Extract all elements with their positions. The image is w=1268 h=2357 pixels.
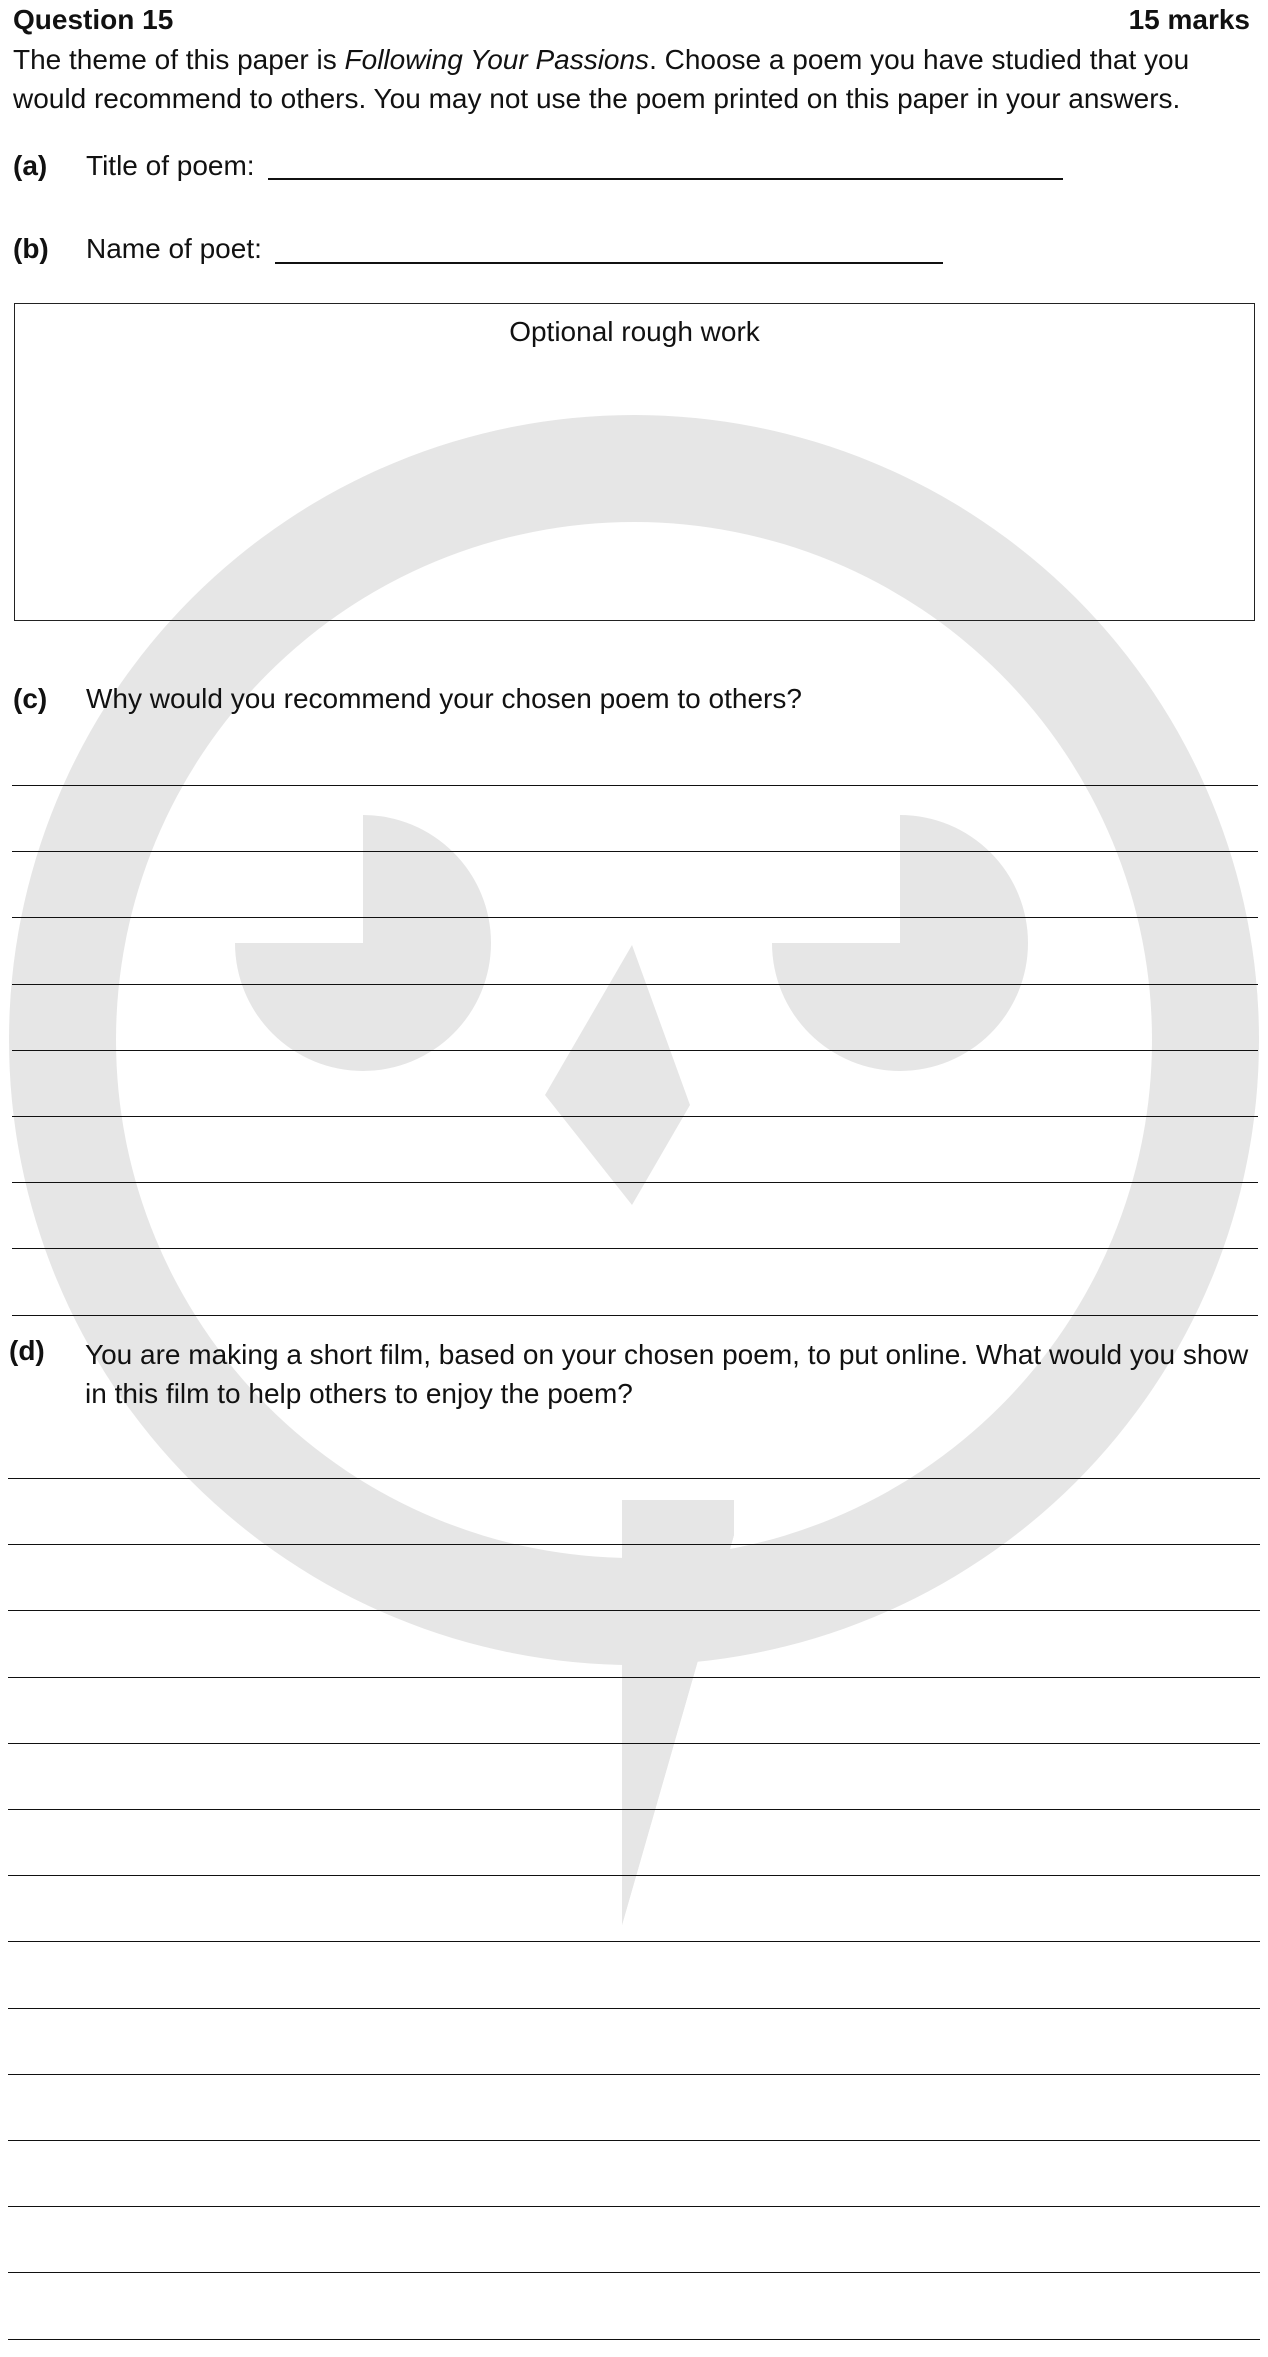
intro-after: . Choose a poem you have studied that you would recommend to others. You may not use the poem printed on this paper in your answers. (13, 44, 1190, 114)
name-of-poet-field[interactable] (275, 262, 943, 264)
part-c-answer-line[interactable] (12, 1116, 1258, 1117)
part-a-label: (a) (13, 150, 48, 181)
question-intro (13, 40, 1253, 118)
part-a-text: Title of poem: (86, 150, 255, 181)
part-d-answer-line[interactable] (8, 2140, 1260, 2141)
part-d-label: (d) (9, 1335, 45, 1366)
part-d-answer-line[interactable] (8, 1610, 1260, 1611)
part-c-answer-line[interactable] (12, 1050, 1258, 1051)
part-c-answer-line[interactable] (12, 984, 1258, 985)
part-d-answer-line[interactable] (8, 1809, 1260, 1810)
rough-work-box[interactable] (14, 303, 1255, 621)
part-b-label: (b) (13, 233, 49, 264)
part-d-answer-line[interactable] (8, 1677, 1260, 1678)
part-d-answer-line[interactable] (8, 1544, 1260, 1545)
part-d-answer-line[interactable] (8, 1743, 1260, 1744)
part-d-answer-line[interactable] (8, 1875, 1260, 1876)
part-c-answer-line[interactable] (12, 1248, 1258, 1249)
part-c-text: Why would you recommend your chosen poem to others? (86, 683, 802, 714)
part-c-answer-line[interactable] (12, 1315, 1258, 1316)
title-of-poem-field[interactable] (268, 178, 1063, 180)
marks-label: 15 marks (1128, 4, 1250, 35)
part-d-answer-line[interactable] (8, 1941, 1260, 1942)
intro-before: The theme of this paper is (13, 44, 345, 75)
part-c-label: (c) (13, 683, 48, 714)
part-d-answer-line[interactable] (8, 2272, 1260, 2273)
part-c-answer-line[interactable] (12, 785, 1258, 786)
part-d-text: You are making a short film, based on your chosen poem, to put online. What would you show in this film to help others to enjoy the poem? (85, 1339, 1249, 1409)
rough-work-title: Optional rough work (509, 316, 760, 347)
part-d-answer-line[interactable] (8, 2206, 1260, 2207)
part-d-answer-line[interactable] (8, 1478, 1260, 1479)
part-c-answer-line[interactable] (12, 851, 1258, 852)
part-b-text: Name of poet: (86, 233, 262, 264)
part-d-answer-line[interactable] (8, 2008, 1260, 2009)
intro-theme: Following Your Passions (344, 44, 650, 75)
part-d-answer-line[interactable] (8, 2074, 1260, 2075)
part-c-answer-line[interactable] (12, 1182, 1258, 1183)
part-c-answer-line[interactable] (12, 917, 1258, 918)
question-number: Question 15 (13, 4, 174, 35)
part-d-answer-line[interactable] (8, 2339, 1260, 2340)
